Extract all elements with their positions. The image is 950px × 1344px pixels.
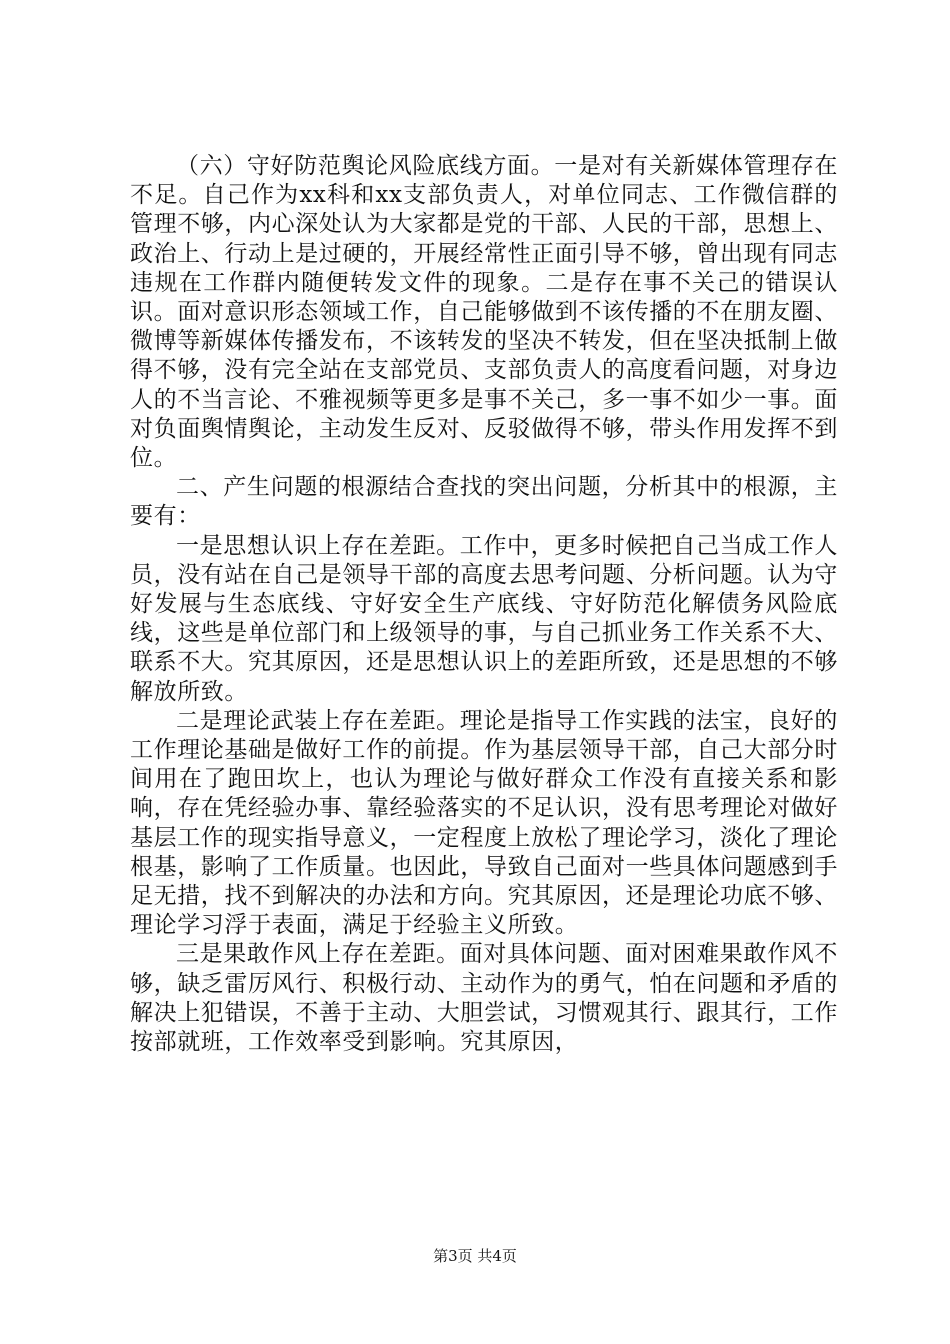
paragraph-root-causes-heading: 二、产生问题的根源结合查找的突出问题，分析其中的根源，主要有：: [130, 474, 838, 530]
paragraph-ideological-gap: 一是思想认识上存在差距。工作中，更多时候把自己当成工作人员，没有站在自己是领导干部的高度去思考问题、分析问题。认为守好发展与生态底线、守好安全生产底线、守好防范化解债务风险底线，这些是单位部门和上级领导的事，与自己抓业务工作关系不大、联系不大。究其原因，还是思想认识上的差距所致，还是思想的不够解放所致。: [130, 532, 838, 705]
paragraph-public-opinion-risk: （六）守好防范舆论风险底线方面。一是对有关新媒体管理存在不足。自己作为xx科和xx支部负责人，对单位同志、工作微信群的管理不够，内心深处认为大家都是党的干部、人民的干部，思想上、政治上、行动上是过硬的，开展经常性正面引导不够，曾出现有同志违规在工作群内随便转发文件的现象。二是存在事不关己的错误认识。面对意识形态领域工作，自己能够做到不该传播的不在朋友圈、微博等新媒体传播发布，不该转发的坚决不转发，但在坚决抵制上做得不够，没有完全站在支部党员、支部负责人的高度看问题，对身边人的不当言论、不雅视频等更多是事不关己，多一事不如少一事。面对负面舆情舆论，主动发生反对、反驳做得不够，带头作用发挥不到位。: [130, 153, 838, 472]
paragraph-style-gap: 三是果敢作风上存在差距。面对具体问题、面对困难果敢作风不够，缺乏雷厉风行、积极行动、主动作为的勇气，怕在问题和矛盾的解决上犯错误，不善于主动、大胆尝试，习惯观其行、跟其行，工作按部就班，工作效率受到影响。究其原因，: [130, 941, 838, 1056]
document-body: [130, 152, 838, 1057]
paragraph-theory-gap: 二是理论武装上存在差距。理论是指导工作实践的法宝，良好的工作理论基础是做好工作的前提。作为基层领导干部，自己大部分时间用在了跑田坎上，也认为理论与做好群众工作没有直接关系和影响，存在凭经验办事、靠经验落实的不足认识，没有思考理论对做好基层工作的现实指导意义，一定程度上放松了理论学习，淡化了理论根基，影响了工作质量。也因此，导致自己面对一些具体问题感到手足无措，找不到解决的办法和方向。究其原因，还是理论功底不够、理论学习浮于表面，满足于经验主义所致。: [130, 707, 838, 939]
page-footer: 第3页 共4页: [433, 1247, 517, 1265]
